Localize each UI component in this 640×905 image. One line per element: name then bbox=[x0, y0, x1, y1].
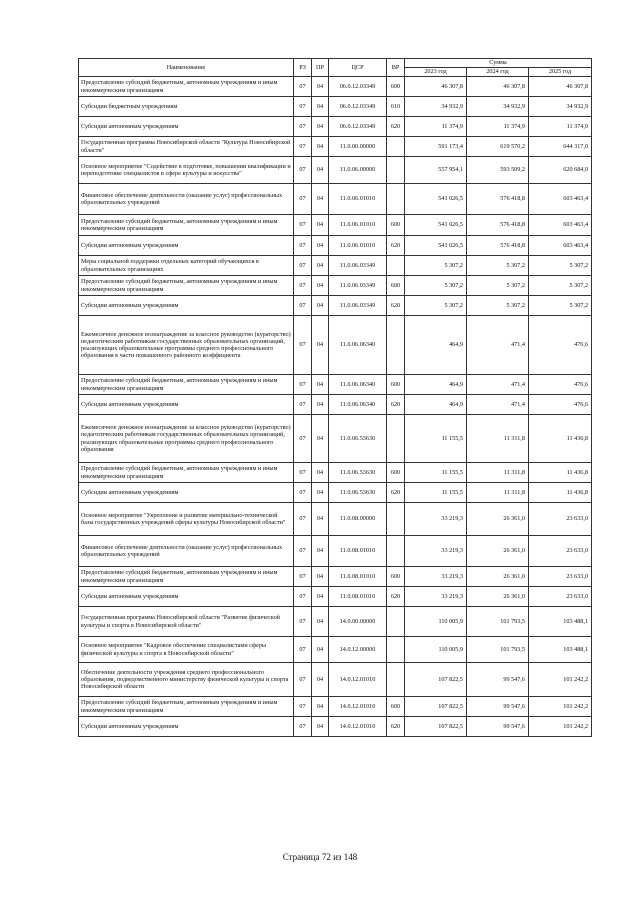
row-name: Основное мероприятие "Укрепление и развитие материально-технической базы государственных учреждений сферы культуры Новосибирской области" bbox=[79, 503, 294, 536]
row-rz: 07 bbox=[294, 137, 312, 157]
row-amount-2024: 11 311,8 bbox=[467, 415, 529, 463]
row-amount-2025: 34 932,9 bbox=[529, 97, 592, 117]
table-row bbox=[79, 137, 592, 157]
table-row bbox=[79, 316, 592, 375]
row-pr: 04 bbox=[312, 236, 329, 256]
table-row bbox=[79, 256, 592, 276]
row-rz: 07 bbox=[294, 296, 312, 316]
row-amount-2024: 576 418,8 bbox=[467, 236, 529, 256]
row-rz: 07 bbox=[294, 503, 312, 536]
row-pr: 04 bbox=[312, 395, 329, 415]
table-row bbox=[79, 503, 592, 536]
row-rz: 07 bbox=[294, 607, 312, 637]
row-pr: 04 bbox=[312, 137, 329, 157]
table-row bbox=[79, 663, 592, 697]
row-rz: 07 bbox=[294, 587, 312, 607]
row-vr: 620 bbox=[387, 236, 405, 256]
row-amount-2024: 11 374,9 bbox=[467, 117, 529, 137]
row-amount-2023: 541 026,5 bbox=[405, 236, 467, 256]
row-csr: 11.0.06.00000 bbox=[329, 157, 387, 184]
table-row bbox=[79, 587, 592, 607]
table-row bbox=[79, 717, 592, 737]
row-csr: 11.0.06.53630 bbox=[329, 463, 387, 483]
row-name: Ежемесячное денежное вознаграждение за классное руководство (кураторство) педагогическим работникам государственных образовательных организаций, реализующих образовательные программы среднего профессионального образования в части повышенного районного коэффициента bbox=[79, 316, 294, 375]
row-vr bbox=[387, 663, 405, 697]
table-row bbox=[79, 697, 592, 717]
row-amount-2025: 101 242,2 bbox=[529, 717, 592, 737]
row-amount-2024: 5 307,2 bbox=[467, 296, 529, 316]
row-csr: 11.0.08.01010 bbox=[329, 587, 387, 607]
row-vr: 620 bbox=[387, 117, 405, 137]
row-csr: 11.0.08.01010 bbox=[329, 536, 387, 567]
table-row bbox=[79, 607, 592, 637]
header-name: Наименование bbox=[79, 59, 294, 77]
row-amount-2024: 11 311,8 bbox=[467, 483, 529, 503]
row-pr: 04 bbox=[312, 415, 329, 463]
row-pr: 04 bbox=[312, 463, 329, 483]
row-amount-2025: 476,6 bbox=[529, 395, 592, 415]
row-amount-2023: 46 307,8 bbox=[405, 77, 467, 97]
row-amount-2025: 103 488,1 bbox=[529, 607, 592, 637]
row-name: Предоставление субсидий бюджетным, автономным учреждениям и иным некоммерческим организациям bbox=[79, 463, 294, 483]
row-name: Субсидии бюджетным учреждениям bbox=[79, 97, 294, 117]
row-csr: 14.0.12.01010 bbox=[329, 717, 387, 737]
row-amount-2023: 541 026,5 bbox=[405, 215, 467, 236]
row-pr: 04 bbox=[312, 97, 329, 117]
row-pr: 04 bbox=[312, 503, 329, 536]
row-amount-2025: 46 307,8 bbox=[529, 77, 592, 97]
row-amount-2023: 33 219,3 bbox=[405, 503, 467, 536]
row-pr: 04 bbox=[312, 697, 329, 717]
row-amount-2024: 99 547,6 bbox=[467, 697, 529, 717]
row-vr bbox=[387, 607, 405, 637]
row-csr: 06.0.12.03349 bbox=[329, 97, 387, 117]
row-name: Предоставление субсидий бюджетным, автономным учреждениям и иным некоммерческим организациям bbox=[79, 276, 294, 296]
row-pr: 04 bbox=[312, 663, 329, 697]
row-amount-2024: 619 570,2 bbox=[467, 137, 529, 157]
page-number: Страница 72 из 148 bbox=[282, 852, 358, 862]
table-row bbox=[79, 637, 592, 663]
row-rz: 07 bbox=[294, 483, 312, 503]
row-amount-2025: 101 242,2 bbox=[529, 697, 592, 717]
row-amount-2024: 101 793,5 bbox=[467, 637, 529, 663]
row-rz: 07 bbox=[294, 415, 312, 463]
row-vr bbox=[387, 637, 405, 663]
row-amount-2023: 33 219,3 bbox=[405, 587, 467, 607]
row-name: Государственная программа Новосибирской области "Развитие физической культуры и спорта в Новосибирской области" bbox=[79, 607, 294, 637]
row-rz: 07 bbox=[294, 395, 312, 415]
row-rz: 07 bbox=[294, 276, 312, 296]
row-amount-2025: 603 463,4 bbox=[529, 236, 592, 256]
row-rz: 07 bbox=[294, 117, 312, 137]
row-amount-2024: 5 307,2 bbox=[467, 276, 529, 296]
row-vr: 620 bbox=[387, 717, 405, 737]
row-amount-2024: 101 793,5 bbox=[467, 607, 529, 637]
row-vr: 600 bbox=[387, 215, 405, 236]
row-csr: 11.0.08.01010 bbox=[329, 567, 387, 587]
table-row bbox=[79, 415, 592, 463]
table-row bbox=[79, 463, 592, 483]
row-amount-2023: 5 307,2 bbox=[405, 256, 467, 276]
table-row bbox=[79, 215, 592, 236]
row-pr: 04 bbox=[312, 157, 329, 184]
row-amount-2024: 576 418,8 bbox=[467, 215, 529, 236]
row-amount-2025: 620 684,0 bbox=[529, 157, 592, 184]
table-row bbox=[79, 483, 592, 503]
row-amount-2024: 471,4 bbox=[467, 316, 529, 375]
row-vr: 620 bbox=[387, 395, 405, 415]
row-amount-2023: 464,9 bbox=[405, 395, 467, 415]
row-rz: 07 bbox=[294, 316, 312, 375]
row-csr: 11.0.06.03349 bbox=[329, 256, 387, 276]
row-vr: 600 bbox=[387, 276, 405, 296]
row-rz: 07 bbox=[294, 97, 312, 117]
table-body bbox=[79, 77, 592, 737]
row-amount-2025: 476,6 bbox=[529, 375, 592, 395]
row-csr: 11.0.06.01010 bbox=[329, 236, 387, 256]
row-amount-2024: 5 307,2 bbox=[467, 256, 529, 276]
header-rz: РЗ bbox=[294, 59, 312, 77]
row-csr: 14.0.00.00000 bbox=[329, 607, 387, 637]
row-csr: 14.0.12.01010 bbox=[329, 663, 387, 697]
row-amount-2024: 576 418,8 bbox=[467, 184, 529, 215]
table-row bbox=[79, 236, 592, 256]
row-vr bbox=[387, 415, 405, 463]
row-amount-2024: 26 361,0 bbox=[467, 536, 529, 567]
row-rz: 07 bbox=[294, 157, 312, 184]
table-header bbox=[79, 59, 592, 77]
row-vr bbox=[387, 137, 405, 157]
row-amount-2025: 603 463,4 bbox=[529, 184, 592, 215]
row-pr: 04 bbox=[312, 296, 329, 316]
row-csr: 11.0.00.00000 bbox=[329, 137, 387, 157]
row-amount-2024: 11 311,8 bbox=[467, 463, 529, 483]
table-row bbox=[79, 77, 592, 97]
row-amount-2023: 541 026,5 bbox=[405, 184, 467, 215]
row-vr: 600 bbox=[387, 697, 405, 717]
row-amount-2023: 33 219,3 bbox=[405, 536, 467, 567]
row-rz: 07 bbox=[294, 375, 312, 395]
row-vr bbox=[387, 256, 405, 276]
row-amount-2025: 644 317,0 bbox=[529, 137, 592, 157]
row-name: Финансовое обеспечение деятельности (оказание услуг) профессиональных образовательных учреждений bbox=[79, 184, 294, 215]
header-year-2023: 2023 год bbox=[405, 68, 467, 77]
row-vr: 610 bbox=[387, 97, 405, 117]
row-rz: 07 bbox=[294, 567, 312, 587]
row-vr bbox=[387, 536, 405, 567]
row-amount-2023: 33 219,3 bbox=[405, 567, 467, 587]
row-amount-2025: 11 436,8 bbox=[529, 463, 592, 483]
row-name: Субсидии автономным учреждениям bbox=[79, 717, 294, 737]
row-name: Субсидии автономным учреждениям bbox=[79, 117, 294, 137]
row-amount-2023: 5 307,2 bbox=[405, 276, 467, 296]
budget-table bbox=[78, 58, 592, 737]
row-amount-2023: 107 822,5 bbox=[405, 717, 467, 737]
table-row bbox=[79, 375, 592, 395]
row-amount-2025: 5 307,2 bbox=[529, 296, 592, 316]
row-name: Государственная программа Новосибирской области "Культура Новосибирской области" bbox=[79, 137, 294, 157]
row-amount-2025: 5 307,2 bbox=[529, 276, 592, 296]
row-pr: 04 bbox=[312, 637, 329, 663]
row-csr: 11.0.08.00000 bbox=[329, 503, 387, 536]
row-vr: 600 bbox=[387, 375, 405, 395]
row-amount-2025: 476,6 bbox=[529, 316, 592, 375]
row-amount-2025: 101 242,2 bbox=[529, 663, 592, 697]
row-amount-2025: 11 374,9 bbox=[529, 117, 592, 137]
row-rz: 07 bbox=[294, 236, 312, 256]
row-amount-2024: 46 307,8 bbox=[467, 77, 529, 97]
table-row bbox=[79, 395, 592, 415]
header-csr: ЦСР bbox=[329, 59, 387, 77]
row-vr bbox=[387, 316, 405, 375]
row-amount-2025: 23 633,0 bbox=[529, 587, 592, 607]
table-row bbox=[79, 276, 592, 296]
row-vr bbox=[387, 503, 405, 536]
row-vr: 620 bbox=[387, 296, 405, 316]
row-amount-2023: 107 822,5 bbox=[405, 663, 467, 697]
row-csr: 11.0.06.53630 bbox=[329, 415, 387, 463]
row-name: Субсидии автономным учреждениям bbox=[79, 236, 294, 256]
row-amount-2023: 107 822,5 bbox=[405, 697, 467, 717]
row-amount-2023: 110 005,9 bbox=[405, 607, 467, 637]
row-rz: 07 bbox=[294, 717, 312, 737]
row-pr: 04 bbox=[312, 483, 329, 503]
row-rz: 07 bbox=[294, 184, 312, 215]
row-vr: 620 bbox=[387, 587, 405, 607]
row-name: Предоставление субсидий бюджетным, автономным учреждениям и иным некоммерческим организациям bbox=[79, 375, 294, 395]
row-vr: 600 bbox=[387, 567, 405, 587]
row-rz: 07 bbox=[294, 463, 312, 483]
row-amount-2023: 11 155,5 bbox=[405, 483, 467, 503]
row-csr: 11.0.06.01010 bbox=[329, 215, 387, 236]
row-rz: 07 bbox=[294, 77, 312, 97]
row-pr: 04 bbox=[312, 717, 329, 737]
row-csr: 11.0.06.06340 bbox=[329, 375, 387, 395]
row-amount-2024: 26 361,0 bbox=[467, 503, 529, 536]
row-rz: 07 bbox=[294, 697, 312, 717]
row-amount-2024: 99 547,6 bbox=[467, 663, 529, 697]
row-pr: 04 bbox=[312, 256, 329, 276]
row-vr bbox=[387, 184, 405, 215]
row-pr: 04 bbox=[312, 375, 329, 395]
row-amount-2024: 26 361,0 bbox=[467, 567, 529, 587]
table-row bbox=[79, 296, 592, 316]
row-amount-2023: 557 954,1 bbox=[405, 157, 467, 184]
row-amount-2025: 603 463,4 bbox=[529, 215, 592, 236]
row-amount-2025: 11 436,8 bbox=[529, 483, 592, 503]
table-row bbox=[79, 97, 592, 117]
row-pr: 04 bbox=[312, 215, 329, 236]
row-name: Предоставление субсидий бюджетным, автономным учреждениям и иным некоммерческим организациям bbox=[79, 77, 294, 97]
row-amount-2025: 23 633,0 bbox=[529, 536, 592, 567]
row-csr: 11.0.06.06340 bbox=[329, 316, 387, 375]
row-pr: 04 bbox=[312, 117, 329, 137]
row-name: Субсидии автономным учреждениям bbox=[79, 395, 294, 415]
row-name: Основное мероприятие "Кадровое обеспечение специалистами сферы физической культуры и спорта в Новосибирской области" bbox=[79, 637, 294, 663]
row-pr: 04 bbox=[312, 607, 329, 637]
row-csr: 06.0.12.03349 bbox=[329, 77, 387, 97]
row-amount-2024: 26 361,0 bbox=[467, 587, 529, 607]
row-name: Субсидии автономным учреждениям bbox=[79, 587, 294, 607]
row-vr bbox=[387, 157, 405, 184]
row-csr: 14.0.12.00000 bbox=[329, 637, 387, 663]
row-csr: 06.0.12.03349 bbox=[329, 117, 387, 137]
row-amount-2023: 5 307,2 bbox=[405, 296, 467, 316]
row-name: Предоставление субсидий бюджетным, автономным учреждениям и иным некоммерческим организациям bbox=[79, 215, 294, 236]
header-year-2024: 2024 год bbox=[467, 68, 529, 77]
row-amount-2023: 591 173,4 bbox=[405, 137, 467, 157]
row-rz: 07 bbox=[294, 215, 312, 236]
row-name: Ежемесячное денежное вознаграждение за классное руководство (кураторство) педагогическим работникам государственных образовательных организаций, реализующих образовательные программы среднего профессионального образования bbox=[79, 415, 294, 463]
row-name: Субсидии автономным учреждениям bbox=[79, 483, 294, 503]
row-vr: 600 bbox=[387, 77, 405, 97]
row-amount-2024: 471,4 bbox=[467, 395, 529, 415]
row-csr: 11.0.06.01010 bbox=[329, 184, 387, 215]
row-amount-2024: 34 932,9 bbox=[467, 97, 529, 117]
table-row bbox=[79, 567, 592, 587]
row-csr: 14.0.12.01010 bbox=[329, 697, 387, 717]
row-rz: 07 bbox=[294, 637, 312, 663]
row-amount-2025: 23 633,0 bbox=[529, 567, 592, 587]
row-amount-2023: 464,9 bbox=[405, 375, 467, 395]
header-sum: Сумма bbox=[405, 59, 592, 68]
row-pr: 04 bbox=[312, 316, 329, 375]
row-pr: 04 bbox=[312, 587, 329, 607]
row-pr: 04 bbox=[312, 77, 329, 97]
table-row bbox=[79, 536, 592, 567]
row-pr: 04 bbox=[312, 276, 329, 296]
table-row bbox=[79, 117, 592, 137]
row-amount-2025: 11 436,8 bbox=[529, 415, 592, 463]
row-name: Предоставление субсидий бюджетным, автономным учреждениям и иным некоммерческим организациям bbox=[79, 697, 294, 717]
table-row bbox=[79, 184, 592, 215]
row-amount-2025: 103 488,1 bbox=[529, 637, 592, 663]
row-name: Финансовое обеспечение деятельности (оказание услуг) профессиональных образовательных учреждений bbox=[79, 536, 294, 567]
row-name: Предоставление субсидий бюджетным, автономным учреждениям и иным некоммерческим организациям bbox=[79, 567, 294, 587]
row-csr: 11.0.06.03349 bbox=[329, 276, 387, 296]
row-pr: 04 bbox=[312, 184, 329, 215]
row-amount-2023: 11 155,5 bbox=[405, 463, 467, 483]
row-amount-2023: 11 374,9 bbox=[405, 117, 467, 137]
header-year-2025: 2025 год bbox=[529, 68, 592, 77]
row-pr: 04 bbox=[312, 536, 329, 567]
row-amount-2024: 471,4 bbox=[467, 375, 529, 395]
row-name: Обеспечение деятельности учреждения среднего профессионального образования, подведомственного министерству физической культуры и спорта Новосибирской области bbox=[79, 663, 294, 697]
table-row bbox=[79, 157, 592, 184]
row-csr: 11.0.06.06340 bbox=[329, 395, 387, 415]
header-pr: ПР bbox=[312, 59, 329, 77]
row-vr: 600 bbox=[387, 463, 405, 483]
row-amount-2025: 5 307,2 bbox=[529, 256, 592, 276]
row-csr: 11.0.06.53630 bbox=[329, 483, 387, 503]
row-rz: 07 bbox=[294, 663, 312, 697]
row-rz: 07 bbox=[294, 536, 312, 567]
row-rz: 07 bbox=[294, 256, 312, 276]
header-vr: ВР bbox=[387, 59, 405, 77]
row-name: Субсидии автономным учреждениям bbox=[79, 296, 294, 316]
row-amount-2024: 99 547,6 bbox=[467, 717, 529, 737]
row-amount-2023: 464,9 bbox=[405, 316, 467, 375]
row-csr: 11.0.06.03349 bbox=[329, 296, 387, 316]
row-name: Меры социальной поддержки отдельных категорий обучающихся в образовательных организациях bbox=[79, 256, 294, 276]
row-name: Основное мероприятие "Содействие в подготовке, повышении квалификации и переподготовке специалистов в сфере культуры и искусства" bbox=[79, 157, 294, 184]
row-amount-2023: 34 932,9 bbox=[405, 97, 467, 117]
row-vr: 620 bbox=[387, 483, 405, 503]
row-amount-2024: 593 509,2 bbox=[467, 157, 529, 184]
row-amount-2023: 11 155,5 bbox=[405, 415, 467, 463]
row-pr: 04 bbox=[312, 567, 329, 587]
row-amount-2023: 110 005,9 bbox=[405, 637, 467, 663]
row-amount-2025: 23 633,0 bbox=[529, 503, 592, 536]
